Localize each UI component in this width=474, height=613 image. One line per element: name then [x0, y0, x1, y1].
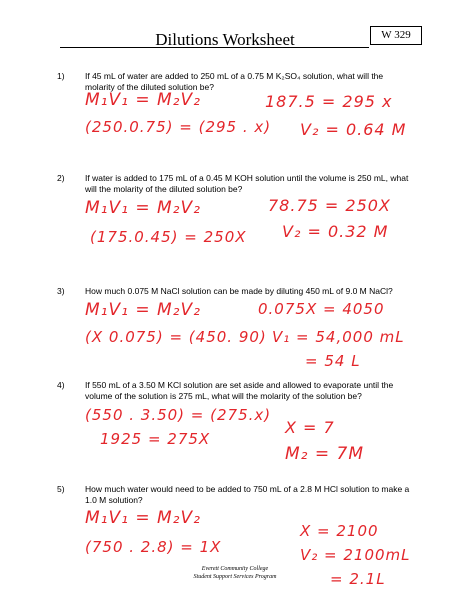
question-2-text: If water is added to 175 mL of a 0.45 M KOH solution until the volume is 250 mL, what will the molarity of the diluted solution be? — [85, 173, 409, 194]
footer-college: Everett Community College — [201, 566, 269, 572]
question-3-number: 3) — [57, 286, 65, 296]
q3-work-line-1: M₁V₁ = M₂V₂ — [85, 300, 201, 320]
q4-work-line-4: M₂ = 7M — [285, 444, 365, 464]
question-3-text: How much 0.075 M NaCl solution can be made by diluting 450 mL of 9.0 M NaCl? — [85, 286, 393, 296]
q4-work-line-2: 1925 = 275X — [100, 430, 211, 448]
q3-work-line-4: V₁ = 54,000 mL — [272, 328, 405, 346]
worksheet-code: W 329 — [370, 26, 422, 45]
q5-work-line-2: (750 . 2.8) = 1X — [85, 538, 222, 556]
question-5-number: 5) — [57, 484, 65, 494]
question-5-text: How much water would need to be added to 750 mL of a 2.8 M HCl solution to make a 1.0 M solution? — [85, 484, 410, 505]
footer-program: Student Support Services Program — [193, 574, 277, 580]
question-2-number: 2) — [57, 173, 65, 183]
q3-work-line-3: 0.075X = 4050 — [258, 300, 385, 318]
q1-work-line-3: 187.5 = 295 x — [265, 92, 393, 111]
q1-work-line-2: (250.0.75) = (295 . x) — [85, 118, 272, 136]
footer — [160, 565, 310, 581]
question-1-number: 1) — [57, 71, 65, 81]
q5-work-line-4: V₂ = 2100mL — [300, 546, 411, 564]
q1-work-line-4: V₂ = 0.64 M — [300, 120, 407, 139]
q2-work-line-2: (175.0.45) = 250X — [90, 228, 247, 246]
q4-work-line-3: X = 7 — [285, 418, 335, 437]
q3-work-line-2: (X 0.075) = (450. 90) — [85, 328, 267, 346]
question-4-text: If 550 mL of a 3.50 M KCl solution are set aside and allowed to evaporate until the volume of the solution is 275 mL, what will the molarity of the solution be? — [85, 380, 394, 401]
q4-work-line-1: (550 . 3.50) = (275.x) — [85, 406, 272, 424]
q2-work-line-4: V₂ = 0.32 M — [282, 222, 389, 241]
title-underline — [60, 47, 369, 48]
q2-work-line-1: M₁V₁ = M₂V₂ — [85, 198, 201, 218]
question-1-text: If 45 mL of water are added to 250 mL of a 0.75 M K₂SO₄ solution, what will the molarity of the diluted solution be? — [85, 71, 384, 92]
q2-work-line-3: 78.75 = 250X — [268, 196, 391, 215]
q3-work-line-5: = 54 L — [305, 352, 361, 370]
q1-work-line-1: M₁V₁ = M₂V₂ — [85, 90, 201, 110]
q5-work-line-1: M₁V₁ = M₂V₂ — [85, 508, 201, 528]
page-title: Dilutions Worksheet — [155, 30, 295, 49]
question-4-number: 4) — [57, 380, 65, 390]
q5-work-line-3: X = 2100 — [300, 522, 379, 540]
q5-work-line-5: = 2.1L — [330, 570, 386, 588]
